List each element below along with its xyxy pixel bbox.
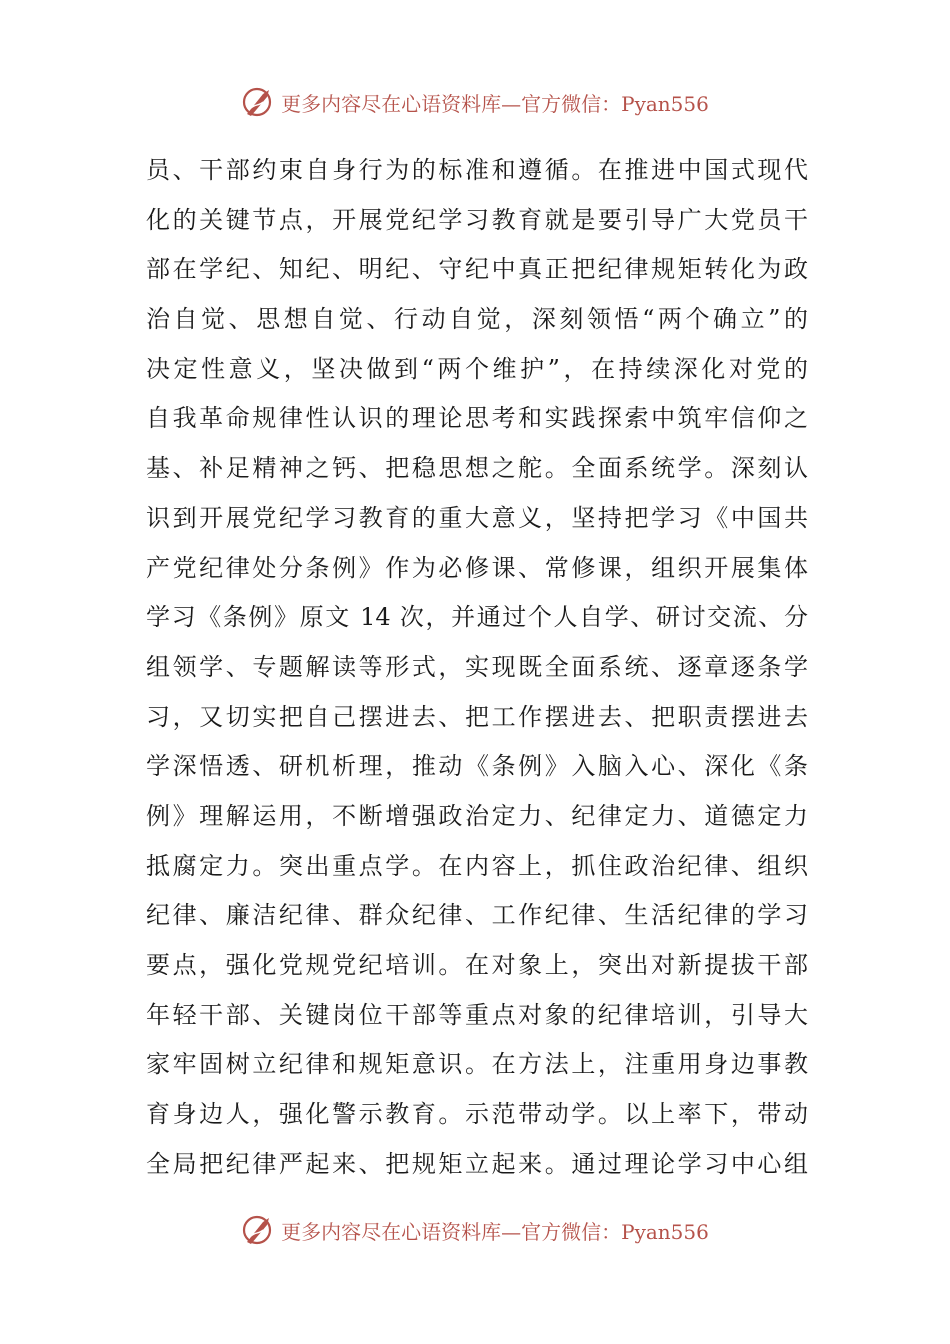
text-line: 全局把纪律严起来、把规矩立起来。通过理论学习中心组 bbox=[146, 1149, 808, 1178]
text-line: 部在学纪、知纪、明纪、守纪中真正把纪律规矩转化为政 bbox=[146, 255, 808, 284]
text-line: 治自觉、思想自觉、行动自觉，深刻领悟“两个确立”的 bbox=[146, 305, 808, 334]
body-text bbox=[146, 146, 808, 1189]
text-line: 学习《条例》原文 14 次，并通过个人自学、研讨交流、分 bbox=[146, 603, 808, 632]
text-line: 自我革命规律性认识的理论思考和实践探索中筑牢信仰之 bbox=[146, 404, 808, 433]
text-line: 例》理解运用，不断增强政治定力、纪律定力、道德定力 bbox=[146, 801, 808, 830]
text-line: 年轻干部、关键岗位干部等重点对象的纪律培训，引导大 bbox=[146, 1000, 808, 1029]
text-line: 基、补足精神之钙、把稳思想之舵。全面系统学。深刻认 bbox=[146, 454, 808, 483]
banner-text: 更多内容尽在心语资料库—官方微信：Pyan556 bbox=[281, 1219, 709, 1244]
text-line: 纪律、廉洁纪律、群众纪律、工作纪律、生活纪律的学习 bbox=[146, 901, 808, 930]
text-line: 育身边人，强化警示教育。示范带动学。以上率下，带动 bbox=[146, 1100, 808, 1129]
text-line: 学深悟透、研机析理，推动《条例》入脑入心、深化《条 bbox=[146, 752, 808, 781]
text-line: 家牢固树立纪律和规矩意识。在方法上，注重用身边事教 bbox=[146, 1050, 808, 1079]
banner-text: 更多内容尽在心语资料库—官方微信：Pyan556 bbox=[281, 91, 709, 116]
text-line: 抵腐定力。突出重点学。在内容上，抓住政治纪律、组织 bbox=[146, 851, 808, 880]
footer-banner bbox=[0, 1210, 950, 1250]
text-line: 化的关键节点，开展党纪学习教育就是要引导广大党员干 bbox=[146, 205, 808, 234]
text-line: 要点，强化党规党纪培训。在对象上，突出对新提拔干部 bbox=[146, 951, 808, 979]
text-line: 产党纪律处分条例》作为必修课、常修课，组织开展集体 bbox=[146, 553, 808, 582]
text-line: 习，又切实把自己摆进去、把工作摆进去、把职责摆进去 bbox=[146, 702, 808, 731]
header-banner bbox=[0, 82, 950, 122]
text-line: 组领学、专题解读等形式，实现既全面系统、逐章逐条学 bbox=[146, 652, 808, 681]
text-line: 决定性意义，坚决做到“两个维护”，在持续深化对党的 bbox=[146, 354, 808, 383]
pen-nib-logo-icon bbox=[241, 1212, 277, 1248]
pen-nib-logo-icon bbox=[241, 84, 277, 120]
text-line: 识到开展党纪学习教育的重大意义，坚持把学习《中国共 bbox=[146, 503, 808, 532]
text-line: 员、干部约束自身行为的标准和遵循。在推进中国式现代 bbox=[146, 156, 808, 184]
